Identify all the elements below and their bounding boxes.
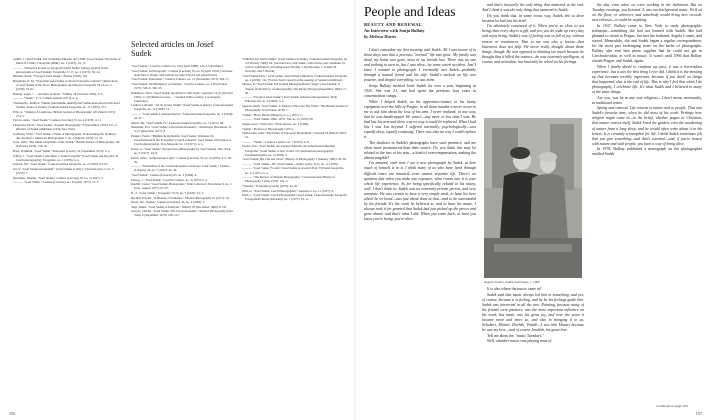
article-column-1 — [364, 48, 476, 410]
article-paragraph: In 1978, Bullaty published a monograph on the photographer entitled Sudek — [592, 147, 702, 157]
article-paragraph: the day, even when we were working in the darkroom. But on Tuesday evenings, you listened. It was our background music. We'd sit on the floor, or wherever, and somebody would bring new records, new releases—it could be anything. — [592, 3, 702, 23]
article-paragraph: I'm absolutely convinced of it. When you're so close to not being, then every day is a gift, and yes, you do wake up every day and enjoy being. Sudek's way of feeling was so full of joy, without rancor or resentment. That to me was also a lesson—that bitterness does not help. He never really thought about those things, though. He was opposed to thinking too much because he thought that it killed the instinct—he was extremely intelligent, of course, and articulate, but basically he relied on his feelings. — [482, 24, 584, 64]
bib-entry: Chalupecký, Jindřich. "Mezní (současného umění) josef Sudek interviewed with Josef Sudek]. Arena of Works]. Československá fotografie, no. 11 (1963): 373. — [13, 101, 120, 110]
bibliography-column-1 — [13, 57, 121, 417]
bib-entry: Neumann, Eva. "Josef Sudek: A Reclusive Romantic." Afterimage (Rochester, N. Y.) 5 (May/June 1977): 8. — [131, 125, 232, 134]
bib-entry: Teodor, Pan. "Josef Sudek, ein weiterer Künstler der tschechoslowakischen Fotografie" [Josef Sudek: A new classic of Czechoslovak photography]. Fotokinomagazin, no. 4 (1959): 4. — [242, 144, 336, 157]
bib-entry: Sage, James. "Josef Sudek: A Portfolio." Infinity 18 (December 1969): 8–19. — [131, 204, 227, 209]
right-page — [356, 0, 710, 420]
article-paragraph: Well, chamber music was playing most of — [487, 339, 552, 344]
bib-entry: Fárová, Anna. "Josef Sudek." Camera (Lucerne) 55, no. 4 (1976): 4–11. — [13, 118, 102, 123]
bib-entry: Bergmann, E. M. "Vypravění pana Sudka ve Slově Fotografie a Modra" [Reflections of Josef Sudek in the Slovo Photographer and Moon]. Fotografie 79 22, no. 3 (1979): 53–61. — [13, 79, 118, 92]
photo-sudek-and-sonja — [484, 118, 582, 278]
bib-entry: Weil, G. "Josef Sudek: Czech Photographer." Aperture 2, no. 11 (1977): 9. — [242, 188, 334, 193]
bib-entry: ———. "Obrazové kouzlo ve fotografii Josefa Sudka" [Image Quality in the photographs of Josef Sudek]. Fotografie 72 17, no. 2 (1973): 30–34. — [13, 65, 109, 74]
bib-entry: "Josef Sudek: A Photograph." Camera (Lucerne) 55, no. 8 (April 1976). [An issue dedicated to Sudek, with articles by Anna Fárová and Allan Porter]. — [131, 68, 233, 77]
author-line: by Melissa Harris — [364, 33, 397, 39]
bib-entry: ———. "Josef Sudek." Camera (Lucerne), no. 3/4 (July 1977): 13–7. — [13, 180, 100, 185]
bib-entry: Spencer, Ruth. "Josef Sudek: A Tribute to His Life, His Work." The British Journal of Photography 22 (October 1976): 1. — [242, 103, 348, 112]
page-number-left: 156 — [9, 411, 16, 416]
article-paragraph: and that's basically the only thing that mattered at the end. And I think it was the only thing that mattered to Sudek. — [482, 3, 584, 13]
interview-line: An Interview with Sonja Bullaty — [364, 27, 425, 33]
bib-entry: Ellis, A. "Talking of Landscape: British Journal of Photography 120 (March 1973): 274–5. — [13, 109, 116, 118]
bib-entry: "Josef Sudek: His Life and Work." History of Photography 3 (January 1982): 29–56. — [242, 157, 347, 162]
article-paragraph: I don't remember my first meeting with Sudek. All I was aware of in those days was that a precious "normal" life was gone. My family was dead, my home was gone, most of my friends lost. There was no one and nothing to turn to, but I was alive—by some weird accident. And I knew I wanted to photograph. I eventually met Sudek—probably through a mutual friend and his wife. Sudek's outlook on life was positive, and despite everything, so was mine. — [364, 48, 476, 83]
article-paragraph: Spring and renewal. Life returns to nature and to people. That was Sudek's favorite time, when he did most of his work. Perhaps here religion might come in—in the belief, whether pagan or Christian, that nature renews itself. Sudek loved the garden, even the awakening of nature from a long sleep, and he would often write about it in his letters. It is certainly a metaphor for life. I think Sudek sometimes felt that you give something—and that's essential—and, if you're honest with nature and with people, you have a way of being alive. — [592, 106, 702, 146]
bib-entry: Porter, Allan. "A Mysterious Light." Camera (Lucerne) 55, no. 4 (1976): 4–5, 38–39. — [131, 155, 233, 164]
bib-entry: ———. "Panoramas of the Czechoslovakian Landscape: Josef Sudek." Camera (Lucerne) 44, no. 7 (1967): 22–34. — [131, 164, 230, 173]
bib-entry: Goldberg, Vicki. "Josef Sudek, a Week of Photography: Transforming the Ordinary into the Rare." American Photographer 1, no. 3 (March, 1979): 12, 35. — [13, 131, 116, 140]
article-column-3 — [592, 3, 702, 403]
bib-entry: Pangert, Frantz. "Böhmische Romantik: Josef Sudek. Wanderer im Zwischenbereich der Fotografie" [Czech romantic: Josef Sudek. Old master of Czech photography]. Foto Magazin, no. 10 (1971): n. p. — [131, 134, 232, 147]
photo-figures — [484, 118, 582, 278]
bib-entry: ———. "Sudek." U. S. Camera Annual (1971): n. p. — [13, 96, 79, 101]
page-number-right: 157 — [695, 411, 702, 416]
bib-entry: "Wonder." Fotografie (Czech) (1979): 44–47. — [242, 183, 299, 188]
article-paragraph: Sonja Bullaty assisted Josef Sudek for over a year, beginning in 1945. She was 21, and had spent the previous four years in concentration camps. — [364, 83, 476, 99]
article-paragraph: Are you, was he in any way religious—I don't mean, necessarily, in traditional terms. — [592, 95, 702, 105]
bib-entry: Fitzgerald, Pavel. "Josef Sudek." Popular Photography 75 (November 1974): 151–2. [Review of Sudek exhibition at ICP, New York]. — [13, 123, 118, 132]
article-paragraph: In 1947, Bullaty came to New York to study photographic technique—something she had not learned with Sudek. She had planned to return to Prague, but met her husband, Angelo Lomeo, and stayed. Meanwhile, she and Sudek began a regular correspondence; for the most part exchanging notes on the backs of photographs. Bullaty also sent him photo supplies that he could not get in Czechoslovakia, as well as music. It wasn't until 1966 that Bullaty visited Prague, and Sudek, again. — [592, 23, 702, 64]
bib-entry: Jeníček, Jiří. "Josef Sudek." Československá fotografie, no. 2 (1956): 63–67. — [13, 162, 109, 167]
bib-entry: Jeffery, J. "Josef Sudek a jeho místo v české fotografii" [Josef Sudek and his place in Czech photography]. Fotografie, no. 1 (1976): n. p. — [13, 153, 119, 162]
bib-entry: Rosel, Jan. "Sudek." Camera (Lucerne), 45, no. 3 (1966): 5. — [131, 200, 206, 205]
bibliography-column-2 — [131, 40, 235, 416]
left-page — [0, 0, 354, 420]
article-paragraph: The shadows in Sudek's photographs have such presence, and are often more pronounced than their source. Do you think this may be related to the loss of his arm—a kind of overcompensation, making the absent tangible? — [364, 140, 476, 160]
photo-caption: Angelo Lomeo, Sudek and Sonja, c. 1960 — [484, 280, 540, 284]
article-paragraph: I'm amazed, each time I see a new photograph by Sudek, at how much of himself is in it. I think many of us who have lived through difficult times are haunted—even cannot separate life. There's no question that when you make any exposure, what comes into it is your whole life experience. As for being specifically related to his injury, well, I don't think so. Sudek was an extremely private person, and very unmystic. He was certain to have a very simple meal, to have his beer which he so loved—was just about done at that—and to be surrounded by his friends. It's the work he believed in, and to have his music. I always took it for granted that Sudek had just picked up the pieces and gone ahead, and that's what I did. When you come back, at least you know you're living, you're alive, — [364, 161, 476, 221]
bib-entry: Sudek, Josef. "Still Lifes." Photo Revue, no. 3 (1966). — [242, 121, 309, 126]
bib-entry: Haas, František. "Josef Sudek." Panorama (Czech.) 10 (September 1972): n. p. — [13, 149, 111, 154]
bib-entry: "Josef Sudek: Panoramic." Creative Camera, no. 13 (November 1973): 364–71. — [131, 77, 230, 82]
continued-note: Continued on page 160 — [656, 404, 688, 408]
bib-entry: Mattis, Jiří. "Josef Sudek 75." Československá fotografie, no. 3 (1971): 86. — [131, 120, 224, 125]
bib-entry: "Stilleben bei Josefa Sudka" [Josef Sudek a novinky]. Československá fotografie, no. 2 (February 1966): 64. [An interview with Sudek, with articles and comments by twelve contributors, including Karel Dvořák, J. Rychnovský, J. Tomáš, M. Novotný, and J. Boček]. — [242, 57, 348, 74]
bib-entry: Gore, John. "The Silent Labyrinths of Mr. Sudek." British Journal of Photography 126 (February 1979): 126–32. — [13, 140, 120, 149]
bib-entry: Szarkowski, John. "The Fisher of European Modernism." Artweek 18 (March 1987): 12. — [242, 131, 347, 140]
bib-entry: "Josef Sudek Tistý," Josef Sudek, Josef Sudek exhibited]. Československá fotografie, no. 4 (1959): 132. [Václav Seitz's speech at the opening of Sudek's exhibition]. — [242, 73, 348, 82]
bib-entry: Walb, J. "Josef Sudek: Czech Photographer [Josef Sudek, Československý fotograf]." Fotografická Revue (Dresden), no. 1 (1977): 10–11. — [242, 193, 348, 202]
bib-entry: Auditi, J. "Josef Sudek: Ein verdientes Künstler der CSSR" [Josef Sudek: The Artist of Merit of CSSR]. Fotografie (DDR), no. 1 (1967): 16–17. — [13, 57, 121, 66]
bib-entry: "Sudek." Pictures of Photography (1971). — [242, 126, 294, 131]
section-heading: People and Ideas — [364, 5, 456, 19]
bib-entry: Porter, A. "Josef Sudek." Perspectives (Photography by Josef Sudek). New York, no. 6 (1977): 44–8. — [131, 146, 232, 155]
bib-entry: ———. "Josef Sudek: 1896–1976." Du, no. 6 (1976): 99. — [242, 117, 314, 122]
bib-entry: ———. "Fotograf Josef Sudek" [Josef Sudek: Amateur photographer]. Malý Průvodce 60, no. 9 (1963): n. p. — [242, 95, 337, 104]
bib-entry: "Sudek." Photo Revue (Hungary) n. p. (1977): 7. — [242, 112, 303, 117]
article-paragraph: It is also where the music came in? — [487, 287, 542, 291]
bib-entry: Kirschner, Zdeněk. "Josef Sudek." Camera (Lucerne) 35, no. 3 (1957): 5. — [13, 175, 104, 180]
article-paragraph: When I finally dared to confront my past, it was a horrendous experience, but it was the best thing I ever did. I think it is the messing up that becomes terribly important, because if you dwell on things that happened, that is the end of life. This is why I feel that when I do photography, I celebrate life. It's what Sudek and I believed in many of the same things. — [592, 64, 702, 94]
bib-entry: "Josef Sudek." Creative Camera, no. 100 (April 1980): 126–31 [Portfolio]. — [131, 64, 224, 68]
article-column-2-top — [482, 3, 584, 115]
article-column-2-bottom — [482, 287, 584, 413]
bib-entry: Ješ, V. "Josef Sudek fotostudiem." [Josef Sudek at sixty]. Výtvarná práce 5, no. 3 (1957): 7. — [13, 167, 114, 176]
article-paragraph: While I helped Sudek, as his apprentice-matter, in his heavy equipment over the hills of Prague, in all those months it never occur to me to ask him about the loss of his arm. I never realized, in any way, that he was handicapped. He wasn't—any more or less than I was. He had lost his arm and there was no way it could be replaced. What I had lost I was lost beyond. I suffered internally, psychologically—was equally deep, equally confusing. There was also no way I could replace it. — [364, 99, 476, 139]
article-paragraph: Do you think that, in some ironic way, Sudek felt so alive because he had lost his arm? — [482, 13, 584, 23]
bib-entry: ———. "Sudek." Creative Camera, no. 3 (1975): 4–6. — [242, 139, 310, 144]
bibliography-column-3 — [242, 57, 348, 417]
bib-entry: Skopec, R. "Josef Sudek: Ein Kapitel Photographischer Wege" [Josef Sudek: A chapter in the history of photography]. Die Revue (Europa) (September 1964): 17–20. — [242, 82, 348, 95]
article-subtitle: BEAUTY AND RENEWAL — [364, 22, 423, 27]
bib-entry: ———. "Josef Sudek 75 roků" [Josef Sudek at seventy-five]. Výtvarná fotografie, no. 11 (1971): n. p. — [242, 166, 345, 175]
bib-entry: ———. "The Review of Modern Photography." Czechoslovakia History of Photography 3 (July 1979): 241–3. — [242, 175, 336, 184]
bib-entry: Lenhart, Lubomír. "Až do pracky Sudku" [Josef Sudek at ninety]. Československá fotografie, no. 11 (1966): 14. — [131, 103, 233, 112]
bib-entry: Sawyer, Charles. "Josef Sudek: The Czech Romantic." Modern Photography (New York) 4 (September 1976): 108–117. — [131, 209, 234, 218]
bib-entry: Rychtář, Edvard. "A Sharing of Solitudes." Modern Photography 41 (1977): 16. — [131, 195, 230, 200]
selected-articles-title: Selected articles on Josef Sudek — [131, 40, 214, 58]
bib-entry: Birchall, Pavel. "Fotograf Josef Sudek." Žijeme (1932): 181. — [13, 74, 89, 79]
bib-entry: Prokop, J. "Josef Sudek." Creative Camera, no. 3 (1975): n. p. — [131, 177, 208, 182]
bib-entry: Bullaty, Sonja. ". . . and there is music." Infinity 18 (October 1969): 3–4. — [13, 91, 104, 96]
article-paragraph: Sudek said that music always led him to something, and yes, of course, because it is feeling, and he let his feelings guide him. Sudek was interested in all the arts. Painting, because many of his friends were painters, was the most important influence on his work, but music was his great joy, and over the years it became more and more so, and also in bringing it to us. Schubert, Mozart, Dvořák, Vivaldi—I saw him Mozart because he was my love—and of course Janáček, his great love. — [482, 292, 584, 332]
bib-entry: ———. "Josef Sudek a Janáček Paulov." Československá fotografie, no. 2 (1956): 44–45. — [131, 112, 234, 121]
article-paragraph: Tell me about the "music Tuesdays." — [487, 333, 544, 338]
bib-entry: "Josef Sudek." Camera (Lucerne) 45, no. 3 (1966): 4. — [131, 172, 198, 177]
bib-entry: Ř., Z. "Josef Sudek." Fotografie 79 22, no. 3 (1979): 52–3. — [131, 190, 204, 195]
bib-entry: ———. "Josef Sudek—90" [Josef Sudek—eighty years]. Foto, no. 11 (1976). — [242, 161, 339, 166]
bib-entry: Kehnilson, Olivi. "Josef Sudek: An Alliance with Light." Aperture 13 (3) (October 1981): 11. [Exhibition review — Stephen White Gallery, Los Angeles, California]. — [131, 90, 234, 103]
bib-entry: Ratcliff, Carter. "Josef Sudek: Photographs." Print Collector's Newsletter 8, no. 3 (July–August 1977): 65–67. — [131, 182, 232, 191]
bib-entry: "Josef Sudek: The Birthplace of Janáček." Creative Camera, no. 136 (October 1975): 328–9, 340–53. — [131, 81, 228, 91]
